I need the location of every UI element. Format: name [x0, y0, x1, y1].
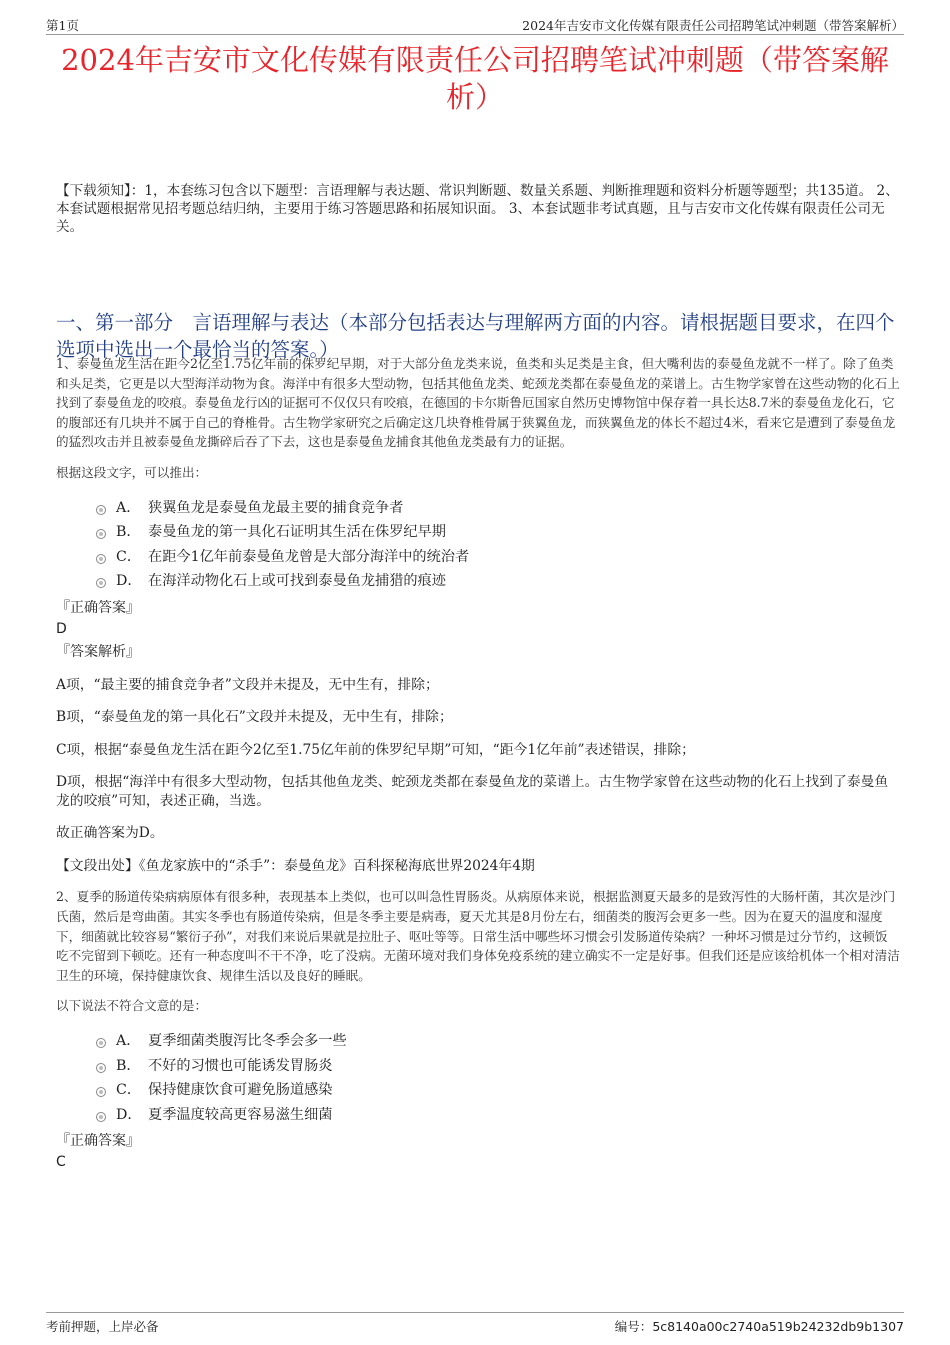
option-text: 在距今1亿年前泰曼鱼龙曾是大部分海洋中的统治者 — [148, 548, 470, 565]
radio-icon[interactable] — [96, 578, 106, 588]
radio-icon[interactable] — [96, 1087, 106, 1097]
option-c[interactable] — [96, 1078, 900, 1103]
option-letter: C． — [116, 1082, 142, 1099]
answer-label: 『正确答案』 — [56, 599, 140, 616]
radio-icon[interactable] — [96, 529, 106, 539]
option-b[interactable] — [96, 520, 900, 545]
answer-value: D — [56, 620, 67, 637]
footer-slogan: 考前押题，上岸必备 — [46, 1319, 159, 1334]
page-header — [46, 14, 904, 35]
section-heading: 一、第一部分 言语理解与表达（本部分包括表达与理解两方面的内容。请根据题目要求，在四个选项中选出一个最恰当的答案。） — [56, 311, 895, 361]
document-title: 2024年吉安市文化传媒有限责任公司招聘笔试冲刺题（带答案解析） — [61, 43, 889, 114]
page-footer — [46, 1312, 904, 1337]
question-text: 1、泰曼鱼龙生活在距今2亿至1.75亿年前的侏罗纪早期，对于大部分鱼龙类来说，鱼类和头足类是主食，但大嘴利齿的泰曼鱼龙就不一样了。除了鱼类和头足类，它更是以大型海洋动物为食。海洋中有很多大型动物，包括其他鱼龙类、蛇颈龙类都在泰曼鱼龙的菜谱上。古生物学家曾在这些动物的化石上找到了泰曼鱼龙的咬痕。泰曼鱼龙行凶的证据可不仅仅只有咬痕，在德国的卡尔斯鲁厄国家自然历史博物馆中保存着一具长达8.7米的泰曼鱼龙化石，它的腹部还有几块并不属于自己的脊椎骨。古生物学家研究之后确定这几块脊椎骨属于狭翼鱼龙，而狭翼鱼龙的体长不超过4米，看来它是遭到了泰曼鱼龙的猛烈攻击并且被泰曼鱼龙撕碎后吞了下去，这也是泰曼鱼龙捕食其他鱼龙类最有力的证据。 — [56, 356, 900, 450]
analysis-d: D项，根据“海洋中有很多大型动物，包括其他鱼龙类、蛇颈龙类都在泰曼鱼龙的菜谱上。古生物学家曾在这些动物的化石上找到了泰曼鱼龙的咬痕”可知，表述正确，当选。 — [56, 774, 889, 809]
option-text: 不好的习惯也可能诱发胃肠炎 — [148, 1057, 333, 1074]
option-letter: C． — [116, 548, 142, 565]
header-doc-title: 2024年吉安市文化传媒有限责任公司招聘笔试冲刺题（带答案解析） — [522, 18, 904, 33]
option-text: 泰曼鱼龙的第一具化石证明其生活在侏罗纪早期 — [148, 524, 446, 541]
option-c[interactable] — [96, 545, 900, 570]
question-prompt: 根据这段文字，可以推出： — [56, 464, 208, 480]
radio-icon[interactable] — [96, 1063, 106, 1073]
option-text: 夏季细菌类腹泻比冬季会多一些 — [148, 1033, 347, 1050]
question-2 — [56, 887, 900, 1171]
question-prompt: 以下说法不符合文意的是： — [56, 998, 208, 1014]
option-letter: B． — [116, 524, 141, 541]
analysis-b: B项，“泰曼鱼龙的第一具化石”文段并未提及，无中生有，排除； — [56, 709, 453, 726]
page-number: 第1页 — [46, 18, 79, 33]
option-text: 在海洋动物化石上或可找到泰曼鱼龙捕猎的痕迹 — [148, 573, 446, 590]
option-letter: A． — [116, 1033, 141, 1050]
option-d[interactable] — [96, 1103, 900, 1128]
option-a[interactable] — [96, 496, 900, 521]
option-letter: D． — [116, 1106, 142, 1123]
option-letter: A． — [116, 499, 141, 516]
analysis-conclusion: 故正确答案为D。 — [56, 825, 164, 842]
question-text: 2、夏季的肠道传染病病原体有很多种，表现基本上类似，也可以叫急性胃肠炎。从病原体来说，根据监测夏天最多的是致泻性的大肠杆菌，其次是沙门氏菌，然后是弯曲菌。其实冬季也有肠道传染病，但是冬季主要是病毒，夏天尤其是8月份左右，细菌类的腹泻会更多一些。因为在夏天的温度和湿度下，细菌就比较容易“繁衍子孙”，对我们来说后果就是拉肚子、呕吐等等。日常生活中哪些坏习惯会引发肠道传染病？一种坏习惯是过分节约，这顿饭吃不完留到下顿吃。还有一种态度叫不干不净，吃了没病。无菌环境对我们身体免疫系统的建立确实不一定是好事。但我们还是应该给机体一个相对清洁卫生的环境，保持健康饮食、规律生活以及良好的睡眠。 — [56, 889, 900, 983]
option-a[interactable] — [96, 1029, 900, 1054]
option-list — [96, 496, 900, 594]
content — [56, 354, 900, 1171]
analysis-c: C项，根据“泰曼鱼龙生活在距今2亿至1.75亿年前的侏罗纪早期”可知，“距今1亿年前”表述错误，排除； — [56, 741, 695, 758]
answer-value: C — [56, 1154, 66, 1171]
radio-icon[interactable] — [96, 1112, 106, 1122]
option-letter: D． — [116, 573, 142, 590]
option-b[interactable] — [96, 1054, 900, 1079]
option-list — [96, 1029, 900, 1127]
option-text: 夏季温度较高更容易滋生细菌 — [148, 1106, 333, 1123]
analysis-a: A项，“最主要的捕食竞争者”文段并未提及，无中生有，排除； — [56, 676, 439, 693]
download-notice: 【下载须知】：1，本套练习包含以下题型：言语理解与表达题、常识判断题、数量关系题、判断推理题和资料分析题等题型；共135道。 2、本套试题根据常见招考题总结归纳，主要用于练习答题思路和拓展知识面。 3、本套试题非考试真题，且与吉安市文化传媒有限责任公司无关。 — [56, 183, 899, 235]
footer-code — [615, 1317, 904, 1335]
radio-icon[interactable] — [96, 1038, 106, 1048]
radio-icon[interactable] — [96, 554, 106, 564]
answer-label: 『正确答案』 — [56, 1133, 140, 1150]
option-d[interactable] — [96, 569, 900, 594]
footer-code-value: 5c8140a00c2740a519b24232db9b1307 — [652, 1319, 904, 1334]
question-1 — [56, 354, 900, 875]
footer-code-label: 编号： — [614, 1319, 653, 1334]
radio-icon[interactable] — [96, 505, 106, 515]
passage-source: 【文段出处】《鱼龙家族中的“杀手”：泰曼鱼龙》百科探秘海底世界2024年4期 — [56, 857, 535, 874]
option-text: 狭翼鱼龙是泰曼鱼龙最主要的捕食竞争者 — [148, 499, 404, 516]
option-text: 保持健康饮食可避免肠道感染 — [148, 1082, 333, 1099]
option-letter: B． — [116, 1057, 141, 1074]
analysis-label: 『答案解析』 — [56, 643, 140, 660]
